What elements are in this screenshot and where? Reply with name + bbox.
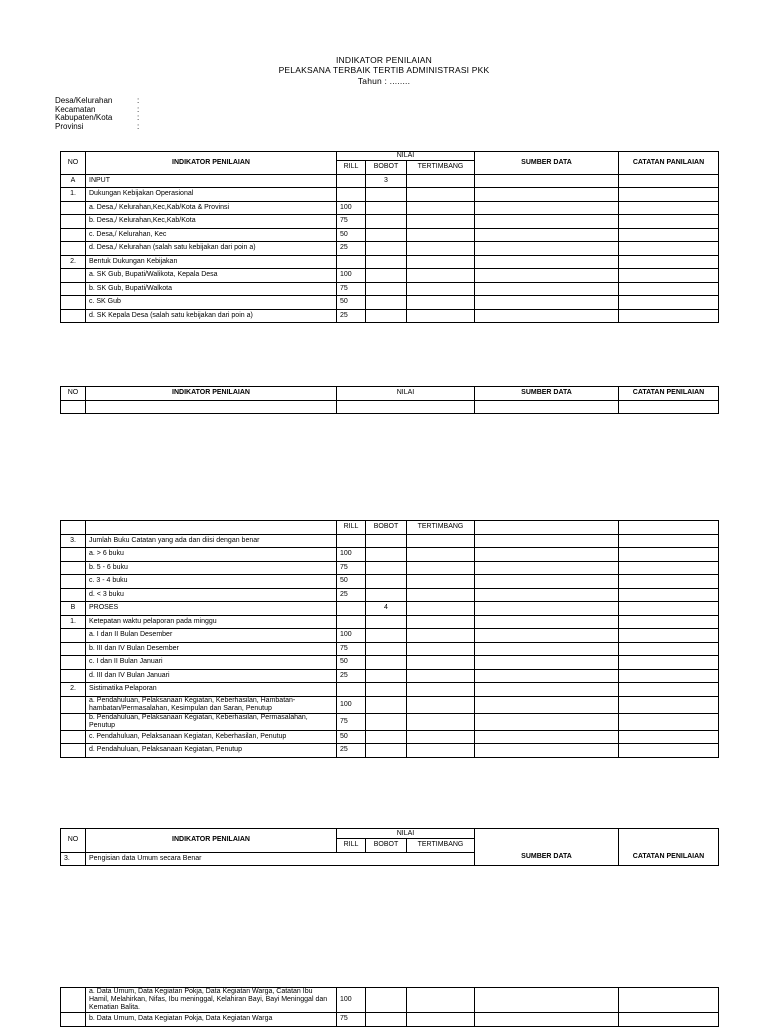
row-bobot [366, 561, 407, 575]
row-sumber [475, 669, 619, 683]
row-rill [337, 174, 366, 188]
row-catatan [619, 642, 719, 656]
row-tertimbang [407, 602, 475, 616]
row-label: b. Desa,/ Kelurahan,Kec,Kab/Kota [86, 215, 337, 229]
row-sumber [475, 255, 619, 269]
row-tertimbang [407, 534, 475, 548]
row-tertimbang [407, 561, 475, 575]
table-row [61, 730, 719, 744]
row-sumber [475, 713, 619, 730]
row-no [61, 696, 86, 713]
col-tertimbang-header: TERTIMBANG [407, 521, 475, 535]
row-rill: 100 [337, 548, 366, 562]
row-no: 2. [61, 683, 86, 697]
row-tertimbang [407, 282, 475, 296]
table-body [61, 174, 719, 323]
row-tertimbang [407, 215, 475, 229]
row-catatan [619, 615, 719, 629]
row-catatan [619, 269, 719, 283]
row-tertimbang [407, 309, 475, 323]
row-bobot [366, 615, 407, 629]
row-label: Jumlah Buku Catatan yang ada dan diisi dengan benar [86, 534, 337, 548]
row-no [61, 642, 86, 656]
row-tertimbang [407, 629, 475, 643]
row-bobot [366, 669, 407, 683]
col-tertimbang-header: TERTIMBANG [407, 161, 475, 175]
row-no [61, 656, 86, 670]
row-tertimbang [407, 669, 475, 683]
row-sumber [475, 575, 619, 589]
col-nilai-header: NILAI [337, 387, 475, 401]
row-label: d. SK Kepala Desa (salah satu kebijakan dari poin a) [86, 309, 337, 323]
page-subtitle: PELAKSANA TERBAIK TERTIB ADMINISTRASI PKK [278, 65, 490, 75]
row-rill: 25 [337, 309, 366, 323]
table-row [61, 683, 719, 697]
row-rill: 25 [337, 669, 366, 683]
row-rill [337, 188, 366, 202]
row-catatan [619, 602, 719, 616]
row-tertimbang [407, 683, 475, 697]
identity-block [55, 97, 139, 131]
row-no [61, 575, 86, 589]
row-label: c. I dan II Bulan Januari [86, 656, 337, 670]
row-tertimbang [407, 228, 475, 242]
row-rill: 100 [337, 988, 366, 1013]
row-sumber [475, 588, 619, 602]
row-sumber [475, 534, 619, 548]
table-row [61, 201, 719, 215]
row-label: d. < 3 buku [86, 588, 337, 602]
row-bobot [366, 642, 407, 656]
indicator-table-continued [60, 987, 719, 1027]
row-tertimbang [407, 296, 475, 310]
row-sumber [475, 561, 619, 575]
col-rill-header: RILL [337, 839, 366, 853]
row-sumber [475, 744, 619, 758]
table-row [61, 296, 719, 310]
row-catatan [619, 669, 719, 683]
row-label: a. Data Umum, Data Kegiatan Pokja, Data Kegiatan Warga, Catatan Ibu Hamil, Melahirkan, Nifas, Ibu meninggal, Kelahiran Bayi, Bayi Meninggal dan Kematian Balita. [86, 988, 337, 1013]
row-bobot [366, 730, 407, 744]
row-sumber [475, 642, 619, 656]
identity-label: Kabupaten/Kota [55, 113, 113, 123]
table-row [61, 669, 719, 683]
empty-cell [61, 400, 86, 414]
row-bobot: 3 [366, 174, 407, 188]
row-catatan [619, 215, 719, 229]
row-catatan [619, 696, 719, 713]
row-sumber [475, 615, 619, 629]
row-label: a. Desa,/ Kelurahan,Kec,Kab/Kota & Provinsi [86, 201, 337, 215]
row-tertimbang [407, 201, 475, 215]
row-bobot [366, 296, 407, 310]
row-rill [337, 534, 366, 548]
col-catatan-header: CATATAN PENILAIAN [619, 387, 719, 401]
row-no [61, 215, 86, 229]
col-nilai-header: NILAI [337, 829, 475, 839]
row-bobot [366, 228, 407, 242]
row-rill: 75 [337, 713, 366, 730]
identity-label: Desa/Kelurahan [55, 96, 113, 105]
row-tertimbang [407, 588, 475, 602]
row-rill: 50 [337, 228, 366, 242]
col-tertimbang-header: TERTIMBANG [407, 839, 475, 853]
row-catatan [619, 201, 719, 215]
row-label: b. III dan IV Bulan Desember [86, 642, 337, 656]
indicator-table-input [60, 151, 719, 323]
row-bobot [366, 548, 407, 562]
row-sumber [475, 174, 619, 188]
row-no: A [61, 174, 86, 188]
page-title: INDIKATOR PENILAIAN [335, 55, 433, 65]
row-rill [337, 683, 366, 697]
row-tertimbang [407, 242, 475, 256]
row-bobot [366, 242, 407, 256]
row-catatan [619, 282, 719, 296]
row-sumber [475, 683, 619, 697]
row-label: b. Pendahuluan, Pelaksanaan Kegiatan, Keberhasilan, Permasalahan, Penutup [86, 713, 337, 730]
row-rill: 100 [337, 201, 366, 215]
col-nilai-header: NILAI [337, 152, 475, 161]
table-row [61, 988, 719, 1013]
row-bobot [366, 988, 407, 1013]
row-tertimbang [407, 642, 475, 656]
row-sumber [475, 548, 619, 562]
row-rill: 100 [337, 629, 366, 643]
row-no [61, 282, 86, 296]
row-rill [337, 602, 366, 616]
row-tertimbang [407, 988, 475, 1013]
row-sumber [475, 602, 619, 616]
row-bobot [366, 188, 407, 202]
row-rill: 50 [337, 296, 366, 310]
row-no [61, 228, 86, 242]
indicator-table-data-umum [60, 828, 719, 866]
row-tertimbang [407, 713, 475, 730]
row-label: Sistimatika Pelaporan [86, 683, 337, 697]
row-bobot [366, 215, 407, 229]
row-rill: 75 [337, 282, 366, 296]
row-catatan [619, 575, 719, 589]
row-sumber [475, 282, 619, 296]
row-catatan [619, 588, 719, 602]
indicator-table-header-only [60, 386, 719, 414]
table-row [61, 575, 719, 589]
row-no: 3. [61, 534, 86, 548]
row-bobot [366, 309, 407, 323]
row-label: c. Pendahuluan, Pelaksanaan Kegiatan, Keberhasilan, Penutup [86, 730, 337, 744]
row-rill: 75 [337, 561, 366, 575]
row-rill: 75 [337, 642, 366, 656]
row-label: c. Desa,/ Kelurahan, Kec [86, 228, 337, 242]
row-catatan [619, 242, 719, 256]
col-indikator-header: INDIKATOR PENILAIAN [86, 387, 337, 401]
row-label: INPUT [86, 174, 337, 188]
empty-cell [86, 400, 337, 414]
row-no: B [61, 602, 86, 616]
row-label: d. Desa,/ Kelurahan (salah satu kebijakan dari poin a) [86, 242, 337, 256]
row-no [61, 296, 86, 310]
table-row [61, 713, 719, 730]
row-tertimbang [407, 548, 475, 562]
row-tertimbang [407, 255, 475, 269]
row-rill: 75 [337, 1013, 366, 1027]
identity-row [55, 123, 139, 132]
col-rill-header: RILL [337, 521, 366, 535]
col-sumber-header: SUMBER DATA [475, 387, 619, 401]
row-label: d. III dan IV Bulan Januari [86, 669, 337, 683]
row-label: b. 5 - 6 buku [86, 561, 337, 575]
row-catatan [619, 561, 719, 575]
table-row [61, 309, 719, 323]
col-no-header: NO [61, 387, 86, 401]
row-sumber [475, 656, 619, 670]
row-catatan [619, 713, 719, 730]
row-rill [337, 615, 366, 629]
row-no [61, 548, 86, 562]
table-row [61, 282, 719, 296]
table-row [61, 228, 719, 242]
row-no [61, 629, 86, 643]
row-tertimbang [407, 696, 475, 713]
row-tertimbang [407, 174, 475, 188]
row-sumber [475, 309, 619, 323]
col-catatan-header: CATATAN PANILAIAN [619, 152, 719, 175]
row-bobot [366, 713, 407, 730]
row-sumber [475, 215, 619, 229]
row-no: 1. [61, 615, 86, 629]
row-no [61, 713, 86, 730]
identity-colon: : [137, 104, 140, 114]
empty-cell [619, 521, 719, 535]
row-no [61, 309, 86, 323]
row-bobot [366, 282, 407, 296]
row-label: Ketepatan waktu pelaporan pada minggu [86, 615, 337, 629]
row-bobot [366, 683, 407, 697]
row-bobot [366, 656, 407, 670]
row-label: PROSES [86, 602, 337, 616]
table-row [61, 174, 719, 188]
row-bobot [366, 744, 407, 758]
row-no [61, 588, 86, 602]
identity-colon: : [137, 121, 140, 131]
row-rill: 75 [337, 215, 366, 229]
row-rill: 25 [337, 242, 366, 256]
row-label: c. 3 - 4 buku [86, 575, 337, 589]
row-sumber [475, 629, 619, 643]
table-row [61, 696, 719, 713]
identity-colon: : [137, 96, 140, 105]
col-sumber-header: SUMBER DATA [475, 152, 619, 175]
row-no [61, 269, 86, 283]
empty-cell [619, 400, 719, 414]
row-catatan [619, 255, 719, 269]
row-bobot [366, 588, 407, 602]
row-label: a. SK Gub, Bupati/Walikota, Kepala Desa [86, 269, 337, 283]
table-body [61, 988, 719, 1027]
table-row [61, 588, 719, 602]
empty-cell [337, 400, 475, 414]
empty-cell [475, 521, 619, 535]
row-catatan [619, 296, 719, 310]
row-no [61, 744, 86, 758]
row-no: 1. [61, 188, 86, 202]
row-label: Bentuk Dukungan Kebijakan [86, 255, 337, 269]
row-no [61, 669, 86, 683]
col-indikator-header: INDIKATOR PENILAIAN [86, 152, 337, 175]
row-tertimbang [407, 269, 475, 283]
row-tertimbang [407, 575, 475, 589]
row-sumber [475, 730, 619, 744]
table-row [61, 615, 719, 629]
empty-cell [86, 521, 337, 535]
row-catatan [619, 228, 719, 242]
row-rill: 50 [337, 730, 366, 744]
row-tertimbang [407, 615, 475, 629]
col-bobot-header: BOBOT [366, 839, 407, 853]
table-row [61, 602, 719, 616]
row-no: 2. [61, 255, 86, 269]
table-header [61, 152, 719, 175]
row-no [61, 201, 86, 215]
row-no [61, 988, 86, 1013]
col-bobot-header: BOBOT [366, 161, 407, 175]
row-label: Dukungan Kebijakan Operasional [86, 188, 337, 202]
table-row [61, 242, 719, 256]
row-sumber [475, 296, 619, 310]
table-row [61, 744, 719, 758]
row-no [61, 242, 86, 256]
row-sumber [475, 188, 619, 202]
table-row [61, 188, 719, 202]
row-label: a. > 6 buku [86, 548, 337, 562]
row-catatan [619, 730, 719, 744]
table-row [61, 656, 719, 670]
row-catatan [619, 548, 719, 562]
identity-label: Kecamatan [55, 104, 96, 114]
table-body [61, 534, 719, 757]
row-no [61, 730, 86, 744]
row-catatan [619, 188, 719, 202]
row-rill: 50 [337, 575, 366, 589]
col-catatan-header: CATATAN PENILAIAN [619, 829, 719, 866]
row-rill: 100 [337, 696, 366, 713]
row-catatan [619, 988, 719, 1013]
year-line: Tahun : ........ [357, 76, 411, 86]
row-sumber [475, 228, 619, 242]
row-tertimbang [407, 188, 475, 202]
col-indikator-header: INDIKATOR PENILAIAN [86, 829, 337, 853]
col-rill-header: RILL [337, 161, 366, 175]
row-bobot [366, 201, 407, 215]
row-catatan [619, 683, 719, 697]
col-no-header: NO [61, 829, 86, 853]
row-sumber [475, 201, 619, 215]
row-bobot: 4 [366, 602, 407, 616]
row-rill: 25 [337, 744, 366, 758]
row-bobot [366, 534, 407, 548]
row-bobot [366, 575, 407, 589]
row-sumber [475, 269, 619, 283]
row-bobot [366, 269, 407, 283]
row-sumber [475, 988, 619, 1013]
row-sumber [475, 696, 619, 713]
row-label: a. Pendahuluan, Pelaksanaan Kegiatan, Keberhasilan, Hambatan-hambatan/Permasalahan, Kesimpulan dan Saran, Penutup [86, 696, 337, 713]
col-bobot-header: BOBOT [366, 521, 407, 535]
empty-cell [475, 400, 619, 414]
row-label: d. Pendahuluan, Pelaksanaan Kegiatan, Penutup [86, 744, 337, 758]
row-sumber [475, 242, 619, 256]
row-label: a. I dan II Bulan Desember [86, 629, 337, 643]
row-rill [337, 255, 366, 269]
row-tertimbang [407, 730, 475, 744]
table-row [61, 534, 719, 548]
row-bobot [366, 696, 407, 713]
indicator-table-proses [60, 520, 719, 758]
table-row [61, 629, 719, 643]
table-row [61, 561, 719, 575]
row-label: b. Data Umum, Data Kegiatan Pokja, Data Kegiatan Warga [86, 1013, 337, 1027]
table-row [61, 255, 719, 269]
col-sumber-header: SUMBER DATA [475, 829, 619, 866]
row-label: b. SK Gub, Bupati/Walkota [86, 282, 337, 296]
row-catatan [619, 629, 719, 643]
row-rill: 100 [337, 269, 366, 283]
row-tertimbang [407, 656, 475, 670]
table-row [61, 269, 719, 283]
row-catatan [619, 656, 719, 670]
table-row [61, 548, 719, 562]
row-no [61, 561, 86, 575]
table-row [61, 642, 719, 656]
row-bobot [366, 629, 407, 643]
row-catatan [619, 534, 719, 548]
row-bobot [366, 255, 407, 269]
identity-label: Provinsi [55, 121, 84, 131]
table-row [61, 215, 719, 229]
row-catatan [619, 309, 719, 323]
row-label: Pengisian data Umum secara Benar [86, 852, 475, 866]
row-rill: 50 [337, 656, 366, 670]
row-no: 3. [61, 852, 86, 866]
row-label: c. SK Gub [86, 296, 337, 310]
col-no-header: NO [61, 152, 86, 175]
identity-colon: : [137, 113, 140, 123]
row-catatan [619, 744, 719, 758]
row-rill: 25 [337, 588, 366, 602]
row-catatan [619, 174, 719, 188]
row-tertimbang [407, 744, 475, 758]
empty-cell [61, 521, 86, 535]
